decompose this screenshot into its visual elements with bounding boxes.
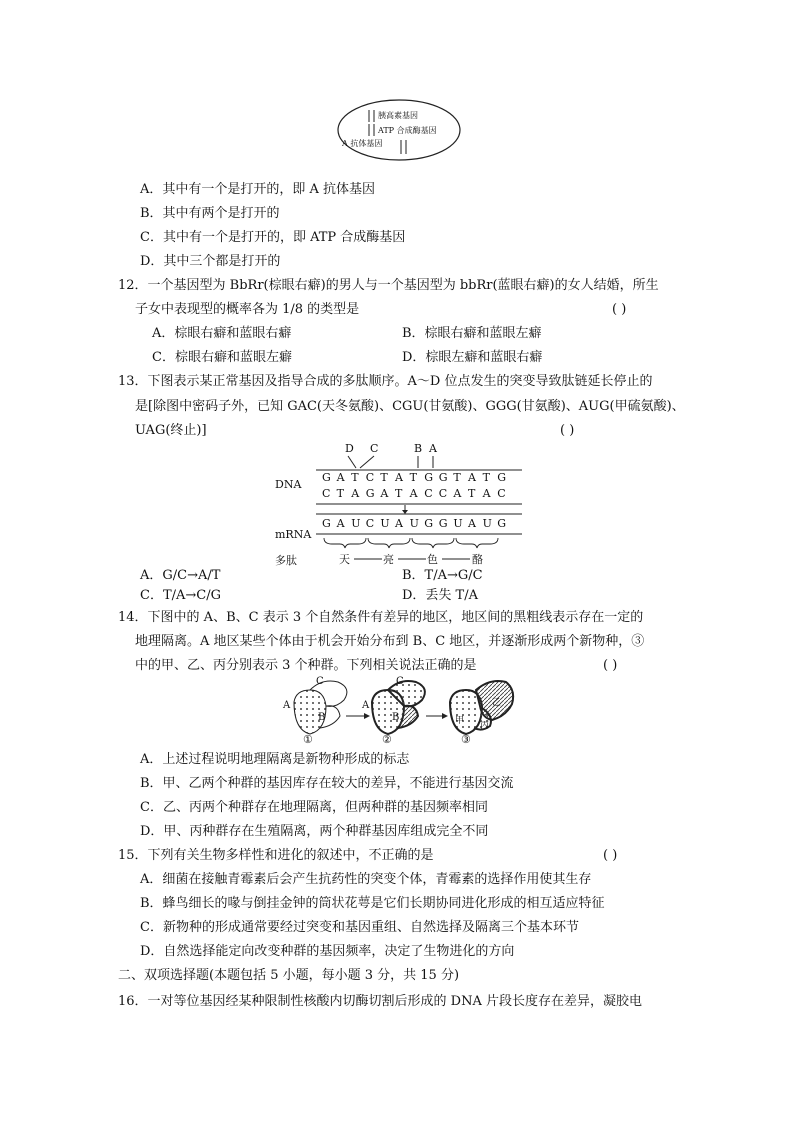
population-label-jia: 甲 — [455, 716, 465, 726]
q13-option-c: C．T/A→C/G — [140, 588, 221, 603]
dna-bottom-base: A — [482, 487, 491, 500]
mrna-label: mRNA — [275, 528, 312, 541]
mrna-base: A — [395, 517, 403, 530]
dna-bottom-base: C — [424, 487, 433, 500]
mrna-base: U — [409, 517, 419, 530]
dna-top-base: T — [380, 471, 388, 484]
section-2-title: 二、双项选择题(本题包括 5 小题，每小题 3 分，共 15 分) — [118, 968, 460, 983]
q12-option-d: D．棕眼左癖和蓝眼右癖 — [402, 350, 543, 365]
q13-stem-line2: 是[除图中密码子外，已知 GAC(天冬氨酸)、CGU(甘氨酸)、GGG(甘氨酸)、AUG(甲硫氨酸)、 — [135, 399, 685, 414]
dna-top-base: T — [409, 471, 417, 484]
dna-bottom-base: C — [322, 487, 331, 500]
dna-top-base: A — [468, 471, 476, 484]
q14-stem-line3: 中的甲、乙、丙分别表示 3 个种群。下列相关说法正确的是 — [135, 658, 477, 673]
amino-acid-label: 酪 — [472, 553, 483, 566]
amino-acid-label: 色 — [427, 553, 438, 566]
mrna-base: G — [322, 517, 331, 530]
q15-answer-paren: ( ) — [603, 848, 618, 863]
dna-label: DNA — [275, 478, 302, 491]
q12-option-a: A．棕眼右癖和蓝眼右癖 — [152, 326, 292, 341]
dna-bottom-base: A — [380, 487, 389, 500]
q14-option-c: C．乙、丙两个种群存在地理隔离，但两种群的基因频率相同 — [140, 800, 488, 815]
dna-top-base: A — [336, 471, 345, 484]
gene-label-a-antibody: A 抗体基因 — [342, 139, 383, 148]
point-label-c: C — [370, 442, 379, 455]
q11-option-d: D．其中三个都是打开的 — [140, 254, 281, 269]
q13-option-a: A．G/C→A/T — [140, 568, 221, 583]
mrna-base: A — [336, 517, 345, 530]
q15-option-a: A．细菌在接触青霉素后会产生抗药性的突变个体，青霉素的选择作用使其生存 — [140, 872, 592, 887]
q14-stem-line1: 14．下图中的 A、B、C 表示 3 个自然条件有差异的地区，地区间的黑粗线表示存在一定的 — [118, 610, 644, 625]
region-label-c-2: C — [396, 676, 404, 687]
q12-option-b: B．棕眼右癖和蓝眼左癖 — [402, 326, 542, 341]
dna-bottom-base: G — [365, 487, 375, 500]
dna-top-base: T — [351, 471, 359, 484]
dna-diagram — [310, 438, 530, 568]
q13-answer-paren: ( ) — [560, 423, 575, 438]
codon-brace — [324, 538, 366, 548]
q12-stem-line1: 12．一个基因型为 BbRr(棕眼右癖)的男人与一个基因型为 bbRr(蓝眼右癖)的女人结婚，所生 — [118, 278, 659, 293]
mrna-base: A — [468, 517, 476, 530]
amino-acid-label: 天 — [339, 553, 350, 566]
q13-option-d: D．丢失 T/A — [402, 588, 478, 603]
gene-label-glucagon: 胰高素基因 — [378, 111, 418, 120]
q13-stem-line3: UAG(终止)] — [135, 423, 207, 438]
gene-label-atp-synthase: ATP 合成酶基因 — [378, 126, 437, 135]
population-label-bing: 丙 — [480, 721, 490, 731]
point-label-b: B — [414, 442, 423, 455]
mrna-base: U — [482, 517, 492, 530]
dna-top-base: C — [365, 471, 375, 484]
mutation-arrow — [348, 456, 356, 468]
mrna-base: U — [380, 517, 390, 530]
dna-top-base: T — [453, 471, 461, 484]
mrna-base: U — [453, 517, 463, 530]
q12-answer-paren: ( ) — [612, 302, 627, 317]
q14-option-d: D．甲、丙种群存在生殖隔离，两个种群基因库组成完全不同 — [140, 824, 489, 839]
q14-option-a: A．上述过程说明地理隔离是新物种形成的标志 — [140, 752, 410, 767]
q15-option-b: B．蜂鸟细长的喙与倒挂金钟的筒状花萼是它们长期协同进化形成的相互适应特征 — [140, 896, 605, 911]
peptide-label: 多肽 — [275, 554, 297, 567]
region-label-a-1: A — [283, 700, 291, 711]
region-label-b-2: B — [392, 712, 400, 723]
panel-label-2: ② — [382, 733, 392, 746]
q11-option-b: B．其中有两个是打开的 — [140, 206, 280, 221]
dna-top-base: G — [497, 471, 506, 484]
mrna-base: C — [365, 517, 375, 530]
panel-label-3: ③ — [461, 733, 471, 746]
dna-bottom-base: T — [336, 487, 344, 500]
q12-option-c: C．棕眼右癖和蓝眼左癖 — [152, 350, 292, 365]
dna-bottom-base: A — [453, 487, 462, 500]
mrna-base: U — [351, 517, 361, 530]
codon-brace — [412, 538, 454, 548]
q13-stem-line1: 13．下图表示某正常基因及指导合成的多肽顺序。A～D 位点发生的突变导致肽链延长停止的 — [118, 374, 653, 389]
q15-stem: 15．下列有关生物多样性和进化的叙述中，不正确的是 — [118, 848, 434, 863]
dna-top-base: T — [482, 471, 490, 484]
panel-label-1: ① — [303, 733, 313, 746]
dna-bottom-base: T — [468, 487, 476, 500]
dna-top-base: G — [322, 471, 331, 484]
mutation-arrow — [360, 456, 374, 468]
point-label-d: D — [345, 442, 354, 455]
amino-acid-label: 亮 — [383, 553, 394, 566]
population-label-yi: 乙 — [492, 698, 502, 708]
q13-option-b: B．T/A→G/C — [402, 568, 483, 583]
region-label-a-2: A — [362, 700, 370, 711]
q12-stem-line2: 子女中表现型的概率各为 1/8 的类型是 — [135, 302, 360, 317]
point-label-a: A — [429, 442, 437, 455]
q15-option-c: C．新物种的形成通常要经过突变和基因重组、自然选择及隔离三个基本环节 — [140, 920, 579, 935]
q16-stem-line1: 16．一对等位基因经某种限制性核酸内切酶切割后形成的 DNA 片段长度存在差异，凝胶电 — [118, 994, 642, 1009]
dna-bottom-base: A — [351, 487, 360, 500]
dna-bottom-base: A — [409, 487, 418, 500]
q14-answer-paren: ( ) — [603, 658, 618, 673]
codon-brace — [368, 538, 410, 548]
codon-brace — [456, 538, 498, 548]
mrna-base: G — [424, 517, 433, 530]
q11-option-a: A．其中有一个是打开的，即 A 抗体基因 — [140, 182, 376, 197]
dna-top-base: A — [395, 471, 403, 484]
q14-stem-line2: 地理隔离。A 地区某些个体由于机会开始分布到 B、C 地区，并逐渐形成两个新物种，③ — [135, 634, 645, 649]
region-label-c-1: C — [316, 676, 324, 687]
region-label-b-1: B — [318, 712, 326, 723]
dna-bottom-base: T — [395, 487, 403, 500]
q14-option-b: B．甲、乙两个种群的基因库存在较大的差异，不能进行基因交流 — [140, 776, 514, 791]
mrna-base: G — [438, 517, 448, 530]
q15-option-d: D．自然选择能定向改变种群的基因频率，决定了生物进化的方向 — [140, 944, 515, 959]
dna-top-base: G — [424, 471, 433, 484]
dna-bottom-base: C — [438, 487, 448, 500]
q11-option-c: C．其中有一个是打开的，即 ATP 合成酶基因 — [140, 230, 406, 245]
mrna-base: G — [497, 517, 506, 530]
dna-top-base: G — [438, 471, 448, 484]
dna-bottom-base: C — [497, 487, 506, 500]
